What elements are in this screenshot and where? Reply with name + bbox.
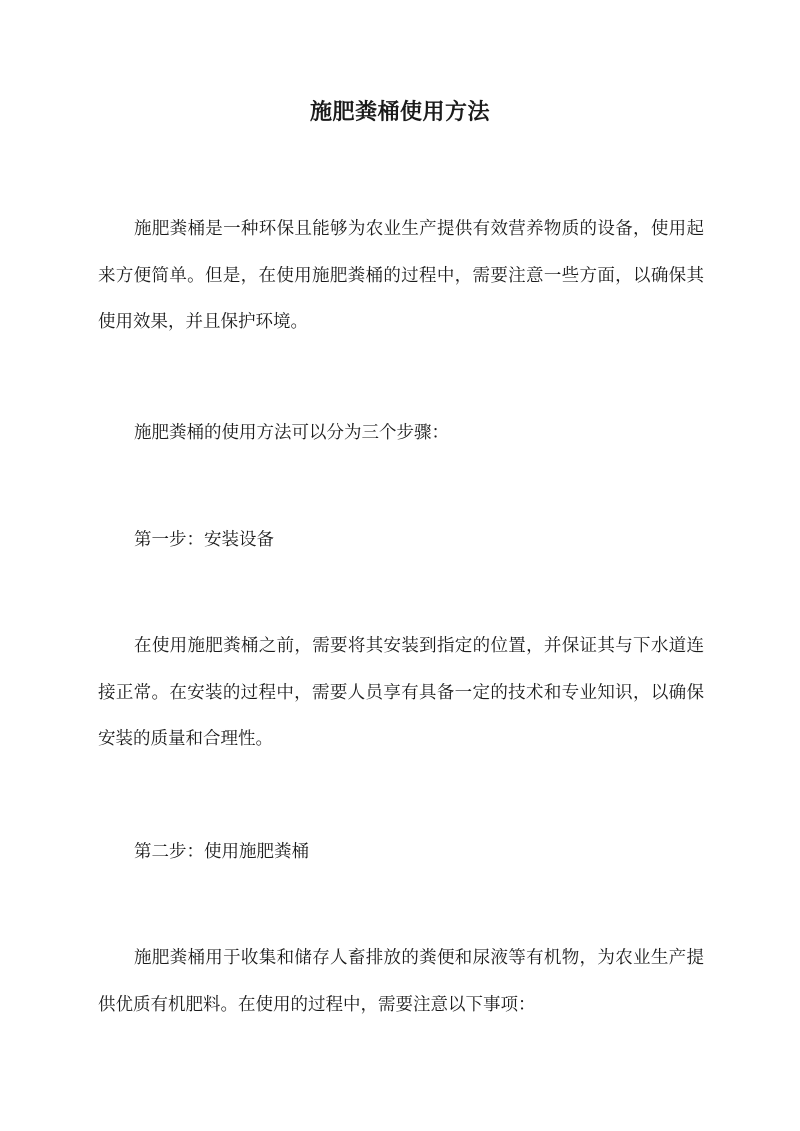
paragraph-step-one: 在使用施肥粪桶之前，需要将其安装到指定的位置，并保证其与下水道连接正常。在安装的过程中，需要人员享有具备一定的技术和专业知识，以确保安装的质量和合理性。 [98, 636, 704, 749]
heading-step-two: 第二步：使用施肥粪桶 [134, 842, 309, 862]
document-title: 施肥粪桶使用方法 [309, 99, 490, 125]
paragraph-step-two: 施肥粪桶用于收集和储存人畜排放的粪便和尿液等有机物，为农业生产提供优质有机肥料。在使用的过程中，需要注意以下事项： [98, 948, 704, 1015]
paragraph-intro: 施肥粪桶是一种环保且能够为农业生产提供有效营养物质的设备，使用起来方便简单。但是，在使用施肥粪桶的过程中，需要注意一些方面，以确保其使用效果，并且保护环境。 [98, 219, 704, 332]
paragraph-steps-overview: 施肥粪桶的使用方法可以分为三个步骤： [134, 423, 449, 443]
heading-step-one: 第一步：安装设备 [134, 530, 274, 550]
